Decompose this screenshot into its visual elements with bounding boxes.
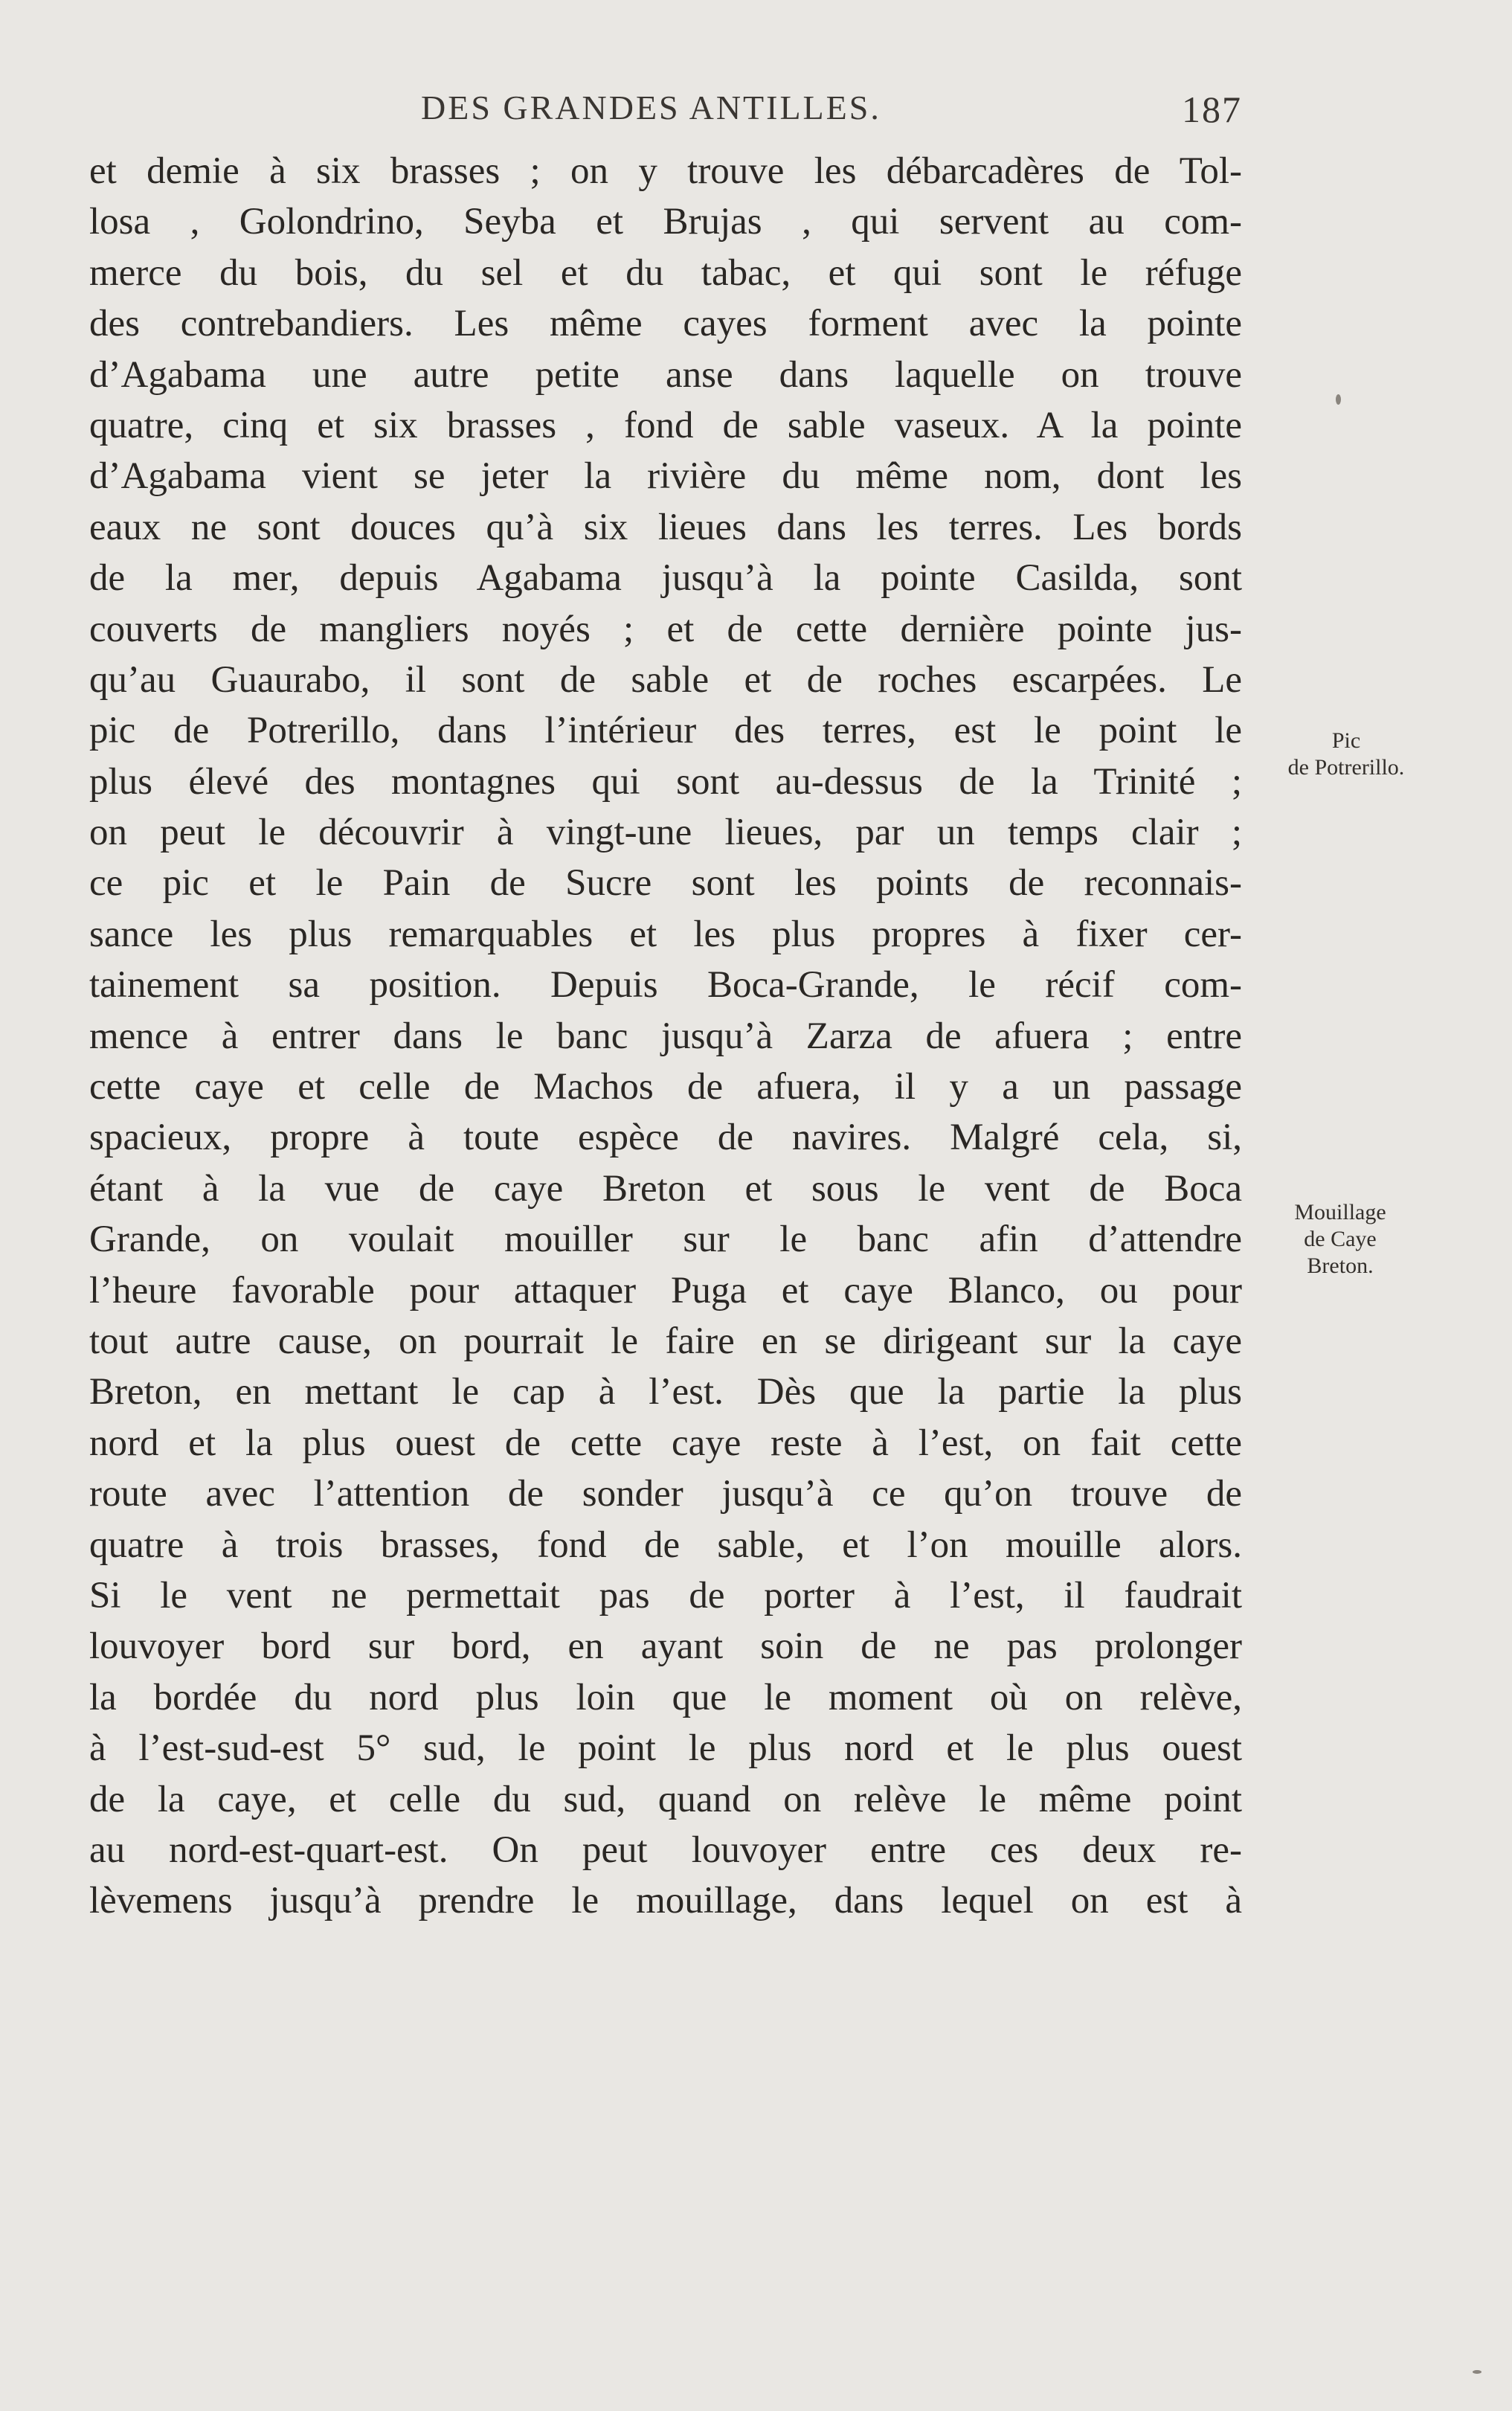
paper-speck bbox=[1336, 394, 1341, 405]
text-line: Breton, en mettant le cap à l’est. Dès que la partie la plus bbox=[89, 1371, 1242, 1413]
text-line: cette caye et celle de Machos de afuera, il y a un passage bbox=[89, 1066, 1242, 1108]
text-line: losa , Golondrino, Seyba et Brujas , qui servent au com- bbox=[89, 201, 1242, 243]
text-line: tainement sa position. Depuis Boca-Grande, le récif com- bbox=[89, 964, 1242, 1007]
text-line: l’heure favorable pour attaquer Puga et caye Blanco, ou pour bbox=[89, 1269, 1242, 1312]
text-line: spacieux, propre à toute espèce de navires. Malgré cela, si, bbox=[89, 1117, 1242, 1159]
text-line: eaux ne sont douces qu’à six lieues dans les terres. Les bords bbox=[89, 506, 1242, 548]
margin-note-mouillage-de-caye-breton bbox=[1273, 1199, 1407, 1280]
running-title: DES GRANDES ANTILLES. bbox=[421, 89, 881, 126]
text-line: route avec l’attention de sonder jusqu’à ce qu’on trouve de bbox=[89, 1473, 1242, 1515]
text-line: quatre, cinq et six brasses , fond de sable vaseux. A la pointe bbox=[89, 404, 1242, 446]
text-line: on peut le découvrir à vingt-une lieues, par un temps clair ; bbox=[89, 812, 1242, 854]
text-line: couverts de mangliers noyés ; et de cette dernière pointe jus- bbox=[89, 608, 1242, 650]
text-line: lèvemens jusqu’à prendre le mouillage, dans lequel on est à bbox=[89, 1880, 1242, 1922]
paper-speck bbox=[1473, 2370, 1482, 2374]
text-line: mence à entrer dans le banc jusqu’à Zarza de afuera ; entre bbox=[89, 1015, 1242, 1057]
margin-note-pic-de-potrerillo bbox=[1261, 728, 1432, 781]
text-line: Si le vent ne permettait pas de porter à l’est, il faudrait bbox=[89, 1574, 1242, 1617]
text-line: qu’au Guaurabo, il sont de sable et de roches escarpées. Le bbox=[89, 658, 1242, 701]
text-line: d’Agabama une autre petite anse dans laquelle on trouve bbox=[89, 353, 1242, 396]
text-line: de la mer, depuis Agabama jusqu’à la pointe Casilda, sont bbox=[89, 557, 1242, 600]
text-line: pic de Potrerillo, dans l’intérieur des terres, est le point le bbox=[89, 710, 1242, 752]
text-line: sance les plus remarquables et les plus propres à fixer cer- bbox=[89, 913, 1242, 955]
text-line: d’Agabama vient se jeter la rivière du même nom, dont les bbox=[89, 455, 1242, 498]
text-line: tout autre cause, on pourrait le faire en se dirigeant sur la caye bbox=[89, 1320, 1242, 1362]
text-line: la bordée du nord plus loin que le moment où on relève, bbox=[89, 1676, 1242, 1718]
body-text bbox=[89, 146, 1242, 1927]
text-line: louvoyer bord sur bord, en ayant soin de ne pas prolonger bbox=[89, 1625, 1242, 1668]
text-line: de la caye, et celle du sud, quand on relève le même point bbox=[89, 1778, 1242, 1820]
margin-note-line: Breton. bbox=[1307, 1253, 1374, 1278]
text-line: au nord-est-quart-est. On peut louvoyer entre ces deux re- bbox=[89, 1829, 1242, 1871]
page-header bbox=[89, 88, 1242, 140]
text-line: des contrebandiers. Les même cayes forment avec la pointe bbox=[89, 303, 1242, 345]
text-line: nord et la plus ouest de cette caye reste à l’est, on fait cette bbox=[89, 1422, 1242, 1464]
margin-note-line: Pic bbox=[1331, 728, 1361, 753]
text-line: étant à la vue de caye Breton et sous le vent de Boca bbox=[89, 1167, 1242, 1210]
margin-note-line: de Potrerillo. bbox=[1287, 755, 1405, 780]
text-line: et demie à six brasses ; on y trouve les débarcadères de Tol- bbox=[89, 150, 1242, 192]
text-line: merce du bois, du sel et du tabac, et qui sont le réfuge bbox=[89, 251, 1242, 294]
margin-note-line: de Caye bbox=[1304, 1227, 1377, 1251]
text-line: quatre à trois brasses, fond de sable, et l’on mouille alors. bbox=[89, 1524, 1242, 1566]
text-line: à l’est-sud-est 5° sud, le point le plus nord et le plus ouest bbox=[89, 1727, 1242, 1770]
text-line: Grande, on voulait mouiller sur le banc afin d’attendre bbox=[89, 1219, 1242, 1261]
text-line: ce pic et le Pain de Sucre sont les points de reconnais- bbox=[89, 862, 1242, 905]
margin-note-line: Mouillage bbox=[1294, 1200, 1386, 1224]
text-line: plus élevé des montagnes qui sont au-dessus de la Trinité ; bbox=[89, 760, 1242, 803]
page-number: 187 bbox=[1182, 89, 1242, 130]
